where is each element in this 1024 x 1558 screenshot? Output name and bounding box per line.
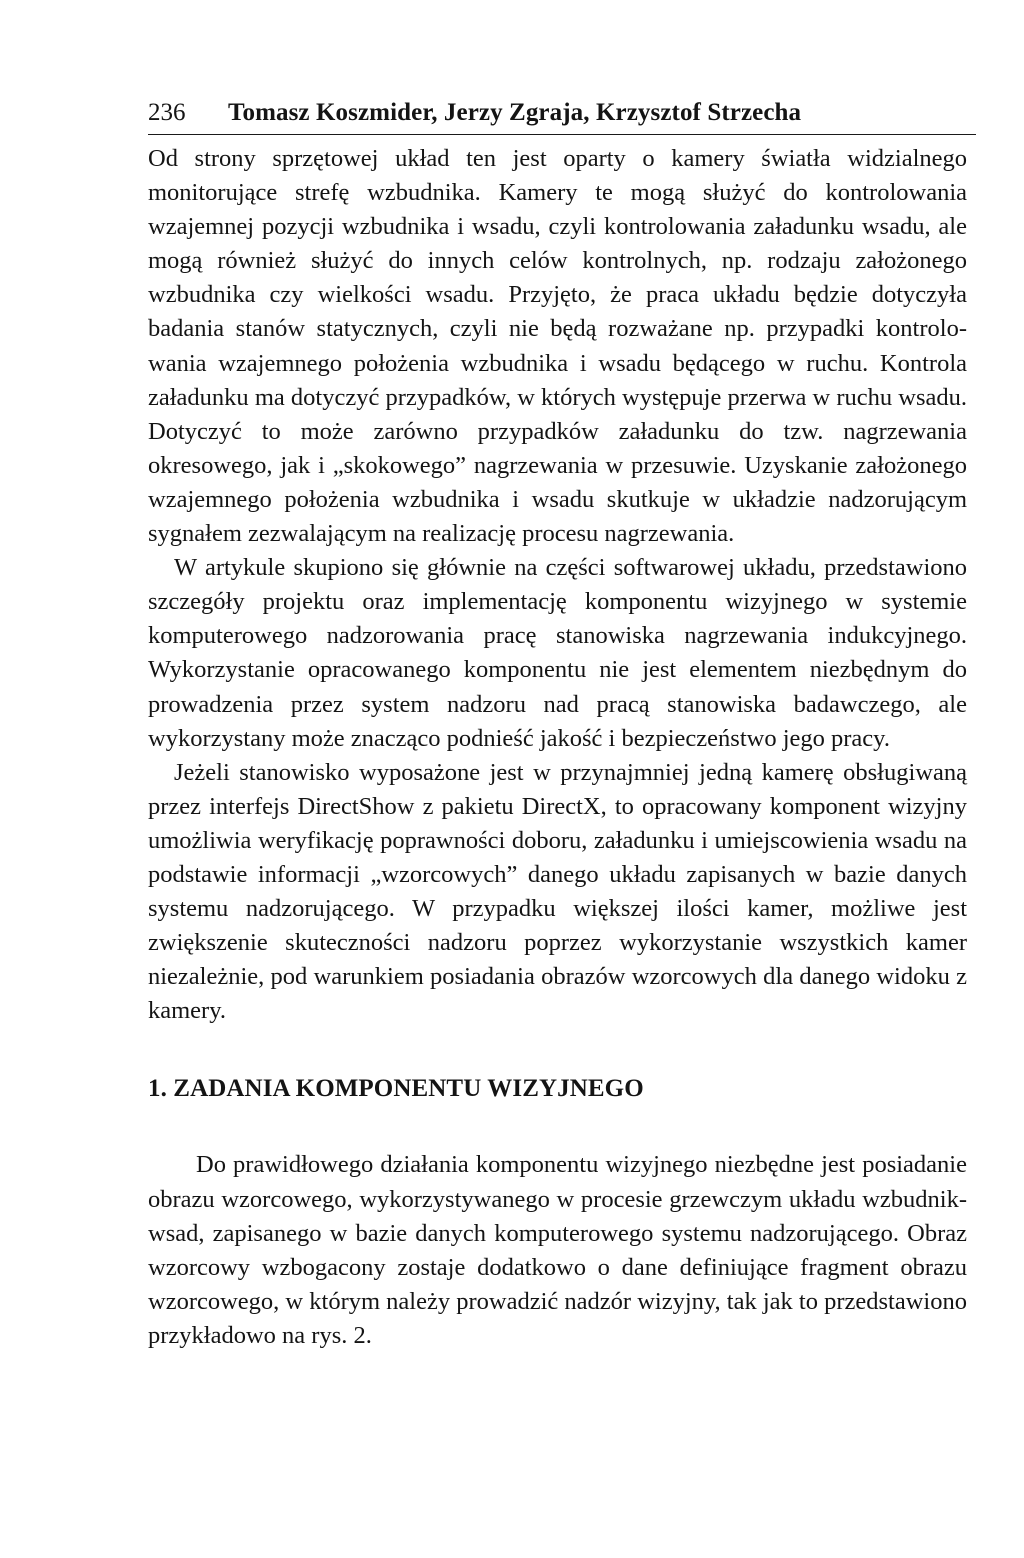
running-header <box>148 96 976 135</box>
paragraph-section-1: Do prawidłowego działania komponentu wizyjnego niezbędne jest posiadanie obrazu wzorcowego, wykorzystywanego w procesie grzewczym układu wzbudnik-wsad, zapisanego w bazie danych komputerowego systemu nadzorującego. Obraz wzorcowy wzbogacony zostaje dodatkowo o dane definiujące fragment obrazu wzorcowego, w którym należy prowadzić nadzór wizyjny, tak jak to przedstawiono przykładowo na rys. 2. <box>148 1151 967 1349</box>
section-heading: 1. ZADANIA KOMPONENTU WIZYJNEGO <box>148 1075 644 1103</box>
body-text <box>148 142 967 1353</box>
page-number: 236 <box>148 99 186 126</box>
paragraph-hardware: Od strony sprzętowej układ ten jest oparty o kamery światła widzialnego monitorujące strefę wzbudnika. Kamery te mogą służyć do kontrolowania wzajemnej pozycji wzbudnika i wsadu, czyli kontrolowania załadunku wsadu, ale mogą również służyć do innych celów kontrolnych, np. rodzaju założonego wzbudnika czy wielkości wsadu. Przyjęto, że praca układu będzie dotyczyła badania stanów statycznych, czyli nie będą rozważane np. przypadki kontrolowania wzajemnego położenia wzbudnika i wsadu będącego w ruchu. Kontrola załadunku ma dotyczyć przypadków, w których występuje przerwa w ruchu wsadu. Dotyczyć to może zarówno przypadków załadunku do tzw. nagrzewania okresowego, jak i „skokowego” nagrzewania w przesuwie. Uzyskanie założonego wzajemnego położenia wzbudnika i wsadu skutkuje w układzie nadzorującym sygnałem zezwalającym na realizację procesu nagrzewania. <box>148 145 967 548</box>
paragraph-directshow: Jeżeli stanowisko wyposażone jest w przynajmniej jedną kamerę obsługiwaną przez interfejs DirectShow z pakietu DirectX, to opracowany komponent wizyjny umożliwia weryfikację poprawności doboru, załadunku i umiejscowienia wsadu na podstawie informacji „wzorcowych” danego układu zapisanych w bazie danych systemu nadzorującego. W przypadku większej ilości kamer, możliwe jest zwiększenie skuteczności nadzoru poprzez wykorzystanie wszystkich kamer niezależnie, pod warunkiem posiadania obrazów wzorcowych dla danego widoku z kamery. <box>148 758 967 1025</box>
header-authors: Tomasz Koszmider, Jerzy Zgraja, Krzysztof Strzecha <box>228 99 802 126</box>
paragraph-article-scope: W artykule skupiono się głównie na części softwarowej układu, przedstawiono szczegóły projektu oraz implementację komponentu wizyjnego w systemie komputerowego nadzorowania pracę stanowiska nagrzewania indukcyjnego. Wykorzystanie opracowanego komponentu nie jest elementem niezbędnym do prowadzenia przez system nadzoru nad pracą stanowiska badawczego, ale wykorzystany może znacząco podnieść jakość i bezpieczeństwo jego pracy. <box>148 554 967 752</box>
